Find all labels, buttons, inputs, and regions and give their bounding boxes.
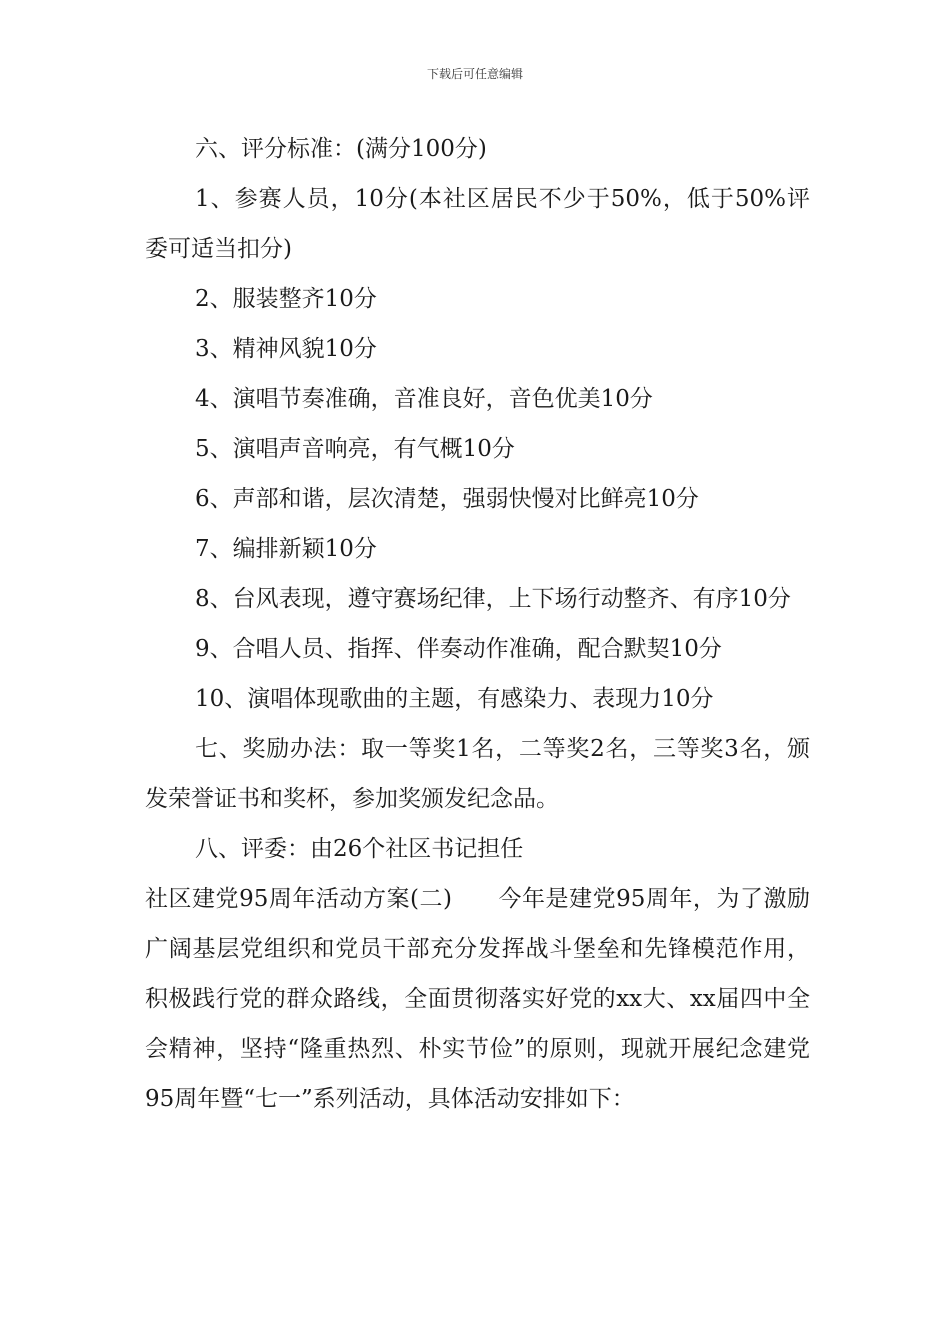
scoring-item-6: 6、声部和谐，层次清楚，强弱快慢对比鲜亮10分 — [195, 486, 699, 512]
scoring-item-4: 4、演唱节奏准确，音准良好，音色优美10分 — [195, 386, 653, 412]
scoring-item-9: 9、合唱人员、指挥、伴奏动作准确，配合默契10分 — [195, 636, 722, 662]
activity-plan-body: 今年是建党95周年，为了激励广阔基层党组织和党员干部充分发挥战斗堡垒和先锋模范作用，积极践行党的群众路线，全面贯彻落实好党的xx大、xx届四中全会精神，坚持“隆重热烈、朴实节俭”的原则，现就开展纪念建党95周年暨“七一”系列活动，具体活动安排如下： — [145, 886, 810, 1112]
scoring-item-8: 8、台风表现，遵守赛场纪律，上下场行动整齐、有序10分 — [195, 586, 791, 612]
scoring-item-10: 10、演唱体现歌曲的主题，有感染力、表现力10分 — [195, 686, 714, 712]
section-heading-rewards: 七、奖励办法：取一等奖1名，二等奖2名，三等奖3名，颁发荣誉证书和奖杯，参加奖颁发纪念品。 — [145, 736, 810, 812]
scoring-item-5: 5、演唱声音响亮，有气概10分 — [195, 436, 515, 462]
scoring-item-2: 2、服装整齐10分 — [195, 286, 377, 312]
scoring-item-7: 7、编排新颖10分 — [195, 536, 377, 562]
document-body — [145, 124, 810, 1124]
section-heading-scoring: 六、评分标准：(满分100分) — [195, 136, 487, 162]
activity-plan-title: 社区建党95周年活动方案(二) — [145, 886, 452, 912]
section-heading-judges: 八、评委：由26个社区书记担任 — [195, 836, 524, 862]
scoring-item-3: 3、精神风貌10分 — [195, 336, 377, 362]
activity-plan-paragraph — [145, 874, 810, 1124]
scoring-item-1: 1、参赛人员，10分(本社区居民不少于50%，低于50%评委可适当扣分) — [145, 186, 810, 262]
page-header-note: 下载后可任意编辑 — [426, 67, 523, 81]
